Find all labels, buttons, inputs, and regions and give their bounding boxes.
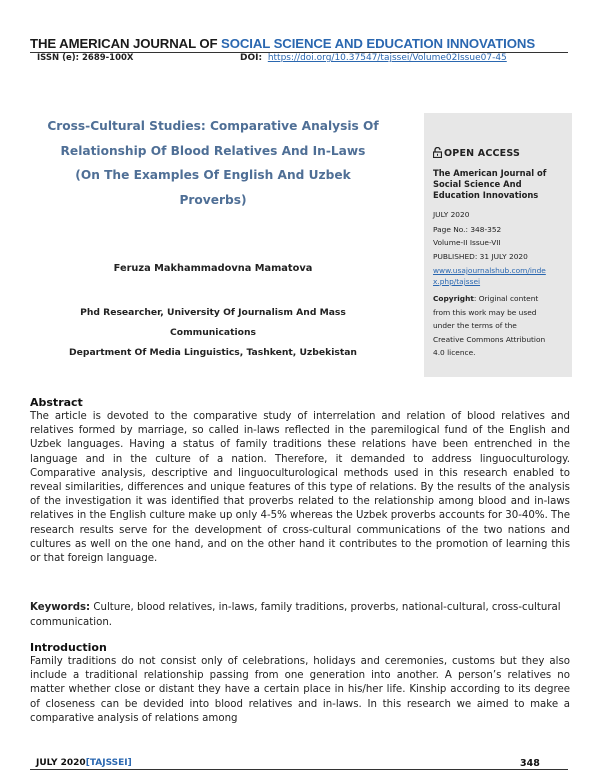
- sidebar-journal-line: The American Journal of: [433, 168, 547, 178]
- doi-link[interactable]: https://doi.org/10.37547/tajssei/Volume02Issue07-45: [267, 53, 507, 63]
- doi: [240, 53, 507, 63]
- sidebar-volume: Volume-II Issue-VII: [433, 238, 501, 247]
- copyright-line: 4.0 licence.: [433, 348, 476, 357]
- issn: ISSN (e): 2689-100X: [37, 53, 134, 63]
- journal-title-prefix: THE AMERICAN JOURNAL OF: [30, 36, 222, 51]
- sidebar-journal-name: [433, 168, 567, 201]
- sidebar-link-line[interactable]: x.php/tajssei: [433, 277, 481, 286]
- sidebar-pages: Page No.: 348-352: [433, 225, 502, 234]
- author-affiliation: [30, 303, 396, 363]
- open-access-label: OPEN ACCESS: [444, 148, 521, 159]
- affiliation-line: Department Of Media Linguistics, Tashkent, Uzbekistan: [69, 347, 357, 358]
- article-info-sidebar: [424, 113, 572, 377]
- sidebar-date: JULY 2020: [433, 210, 470, 219]
- footer-date-text: JULY 2020: [36, 758, 86, 768]
- sidebar-journal-line: Education Innovations: [433, 190, 539, 200]
- copyright-label: Copyright: [433, 294, 474, 303]
- doi-label: DOI:: [240, 53, 263, 63]
- affiliation-line: Phd Researcher, University Of Journalism And Mass: [80, 307, 346, 318]
- copyright-line: : Original content: [473, 294, 539, 303]
- sidebar-journal-link[interactable]: [433, 265, 567, 287]
- introduction-heading: Introduction: [30, 641, 107, 654]
- page-number: 348: [520, 758, 540, 769]
- introduction-text: Family traditions do not consist only of celebrations, holidays and ceremonies, customs but they also include a traditional relationship passing from one generation into another. A person’s relatives no matter whether close or distant they have a certain place in his/her life. Kinship according to its degree of closeness can be devided into blood relatives and in-laws. In this research we aimed to make a comparative analysis of relations among: [30, 656, 570, 724]
- affiliation-line: Communications: [170, 327, 256, 338]
- abstract-heading: Abstract: [30, 396, 83, 409]
- abstract-text: The article is devoted to the comparative study of interrelation and relation of blood relatives and relatives formed by marriage, so called in-laws reflected in the paremilogical fund of the English and Uzbek languages. Having a status of family traditions these relations have been entrenched in the language and in the culture of a nation. Therefore, it demanded to address linguoculturology. Comparative analysis, descriptive and linguoculturological methods used in this research enabled to reveal similarities, differences and unique features of this type of relations. By the results of the analysis of the investigation it was identified that proverbs related to the relationship among blood and in-laws relatives in the English culture make up only 4-5% whereas the Uzbek proverbs accounts for 30-40%. The research results serve for the development of cross-cultural communications of the two nations and cultures as well on the one hand, and on the other hand it contributes to the promotion of learning this or that foreign language.: [30, 411, 570, 565]
- title-line: Relationship Of Blood Relatives And In-Laws: [60, 143, 366, 158]
- sidebar-journal-line: Social Science And: [433, 179, 522, 189]
- lock-open-icon: [433, 147, 442, 158]
- keywords: [30, 601, 570, 630]
- sidebar-link-line[interactable]: www.usajournalshub.com/inde: [433, 266, 546, 275]
- journal-title-suffix: SOCIAL SCIENCE AND EDUCATION INNOVATIONS: [221, 36, 536, 51]
- footer-tag: [TAJSSEI]: [85, 758, 132, 768]
- paper-title: [30, 114, 396, 212]
- author-name: Feruza Makhammadovna Mamatova: [113, 263, 313, 274]
- title-line: (On The Examples Of English And Uzbek: [75, 168, 351, 182]
- sidebar-published: PUBLISHED: 31 JULY 2020: [433, 252, 528, 261]
- title-line: Proverbs): [179, 192, 247, 207]
- footer-divider: [30, 769, 568, 770]
- footer-date: [36, 758, 132, 768]
- copyright-line: from this work may be used: [433, 307, 537, 317]
- keywords-text: Culture, blood relatives, in-laws, family traditions, proverbs, national-cultural, cross-cultural communication.: [30, 602, 561, 628]
- keywords-label: Keywords:: [30, 602, 91, 613]
- open-access-badge: [433, 147, 567, 159]
- title-line: Cross-Cultural Studies: Comparative Analysis Of: [47, 119, 379, 133]
- copyright-line: under the terms of the: [433, 321, 517, 330]
- copyright-line: Creative Commons Attribution: [433, 334, 546, 344]
- journal-title: [30, 36, 535, 51]
- sidebar-copyright: [433, 292, 567, 360]
